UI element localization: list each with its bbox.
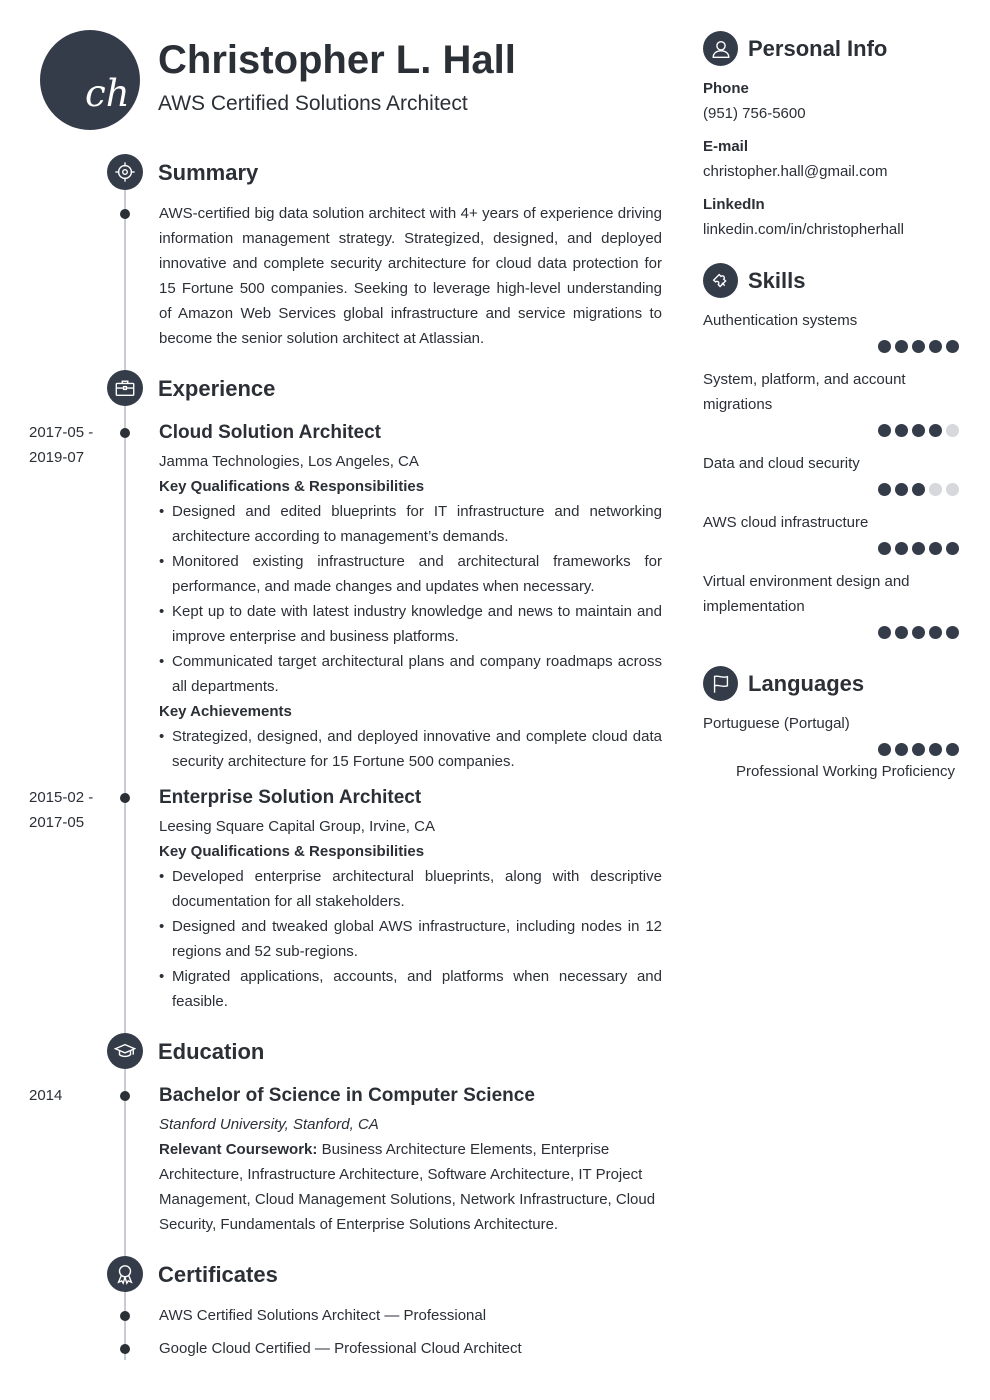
job-company: Leesing Square Capital Group, Irvine, CA <box>159 818 435 835</box>
rating-dot-filled <box>895 542 908 555</box>
skill-rating <box>878 542 959 555</box>
rating-dot-filled <box>929 340 942 353</box>
puzzle-icon <box>703 263 738 298</box>
email-label: E-mail <box>703 138 749 155</box>
language-rating <box>878 743 959 756</box>
rating-dot-filled <box>895 483 908 496</box>
list-item: • Monitored existing infrastructure and architectural frameworks for performance, and made changes and updates when necessary. <box>159 549 662 599</box>
qualifications-heading: Key Qualifications & Responsibilities <box>159 843 425 860</box>
language-proficiency: Professional Working Proficiency <box>736 763 955 780</box>
skill-name: Virtual environment design and implementation <box>703 573 910 615</box>
skill-rating <box>878 483 959 496</box>
job-title: Enterprise Solution Architect <box>159 787 422 808</box>
job-company: Jamma Technologies, Los Angeles, CA <box>159 453 419 470</box>
rating-dot-filled <box>929 743 942 756</box>
language-name: Portuguese (Portugal) <box>703 715 850 732</box>
skill-name: Authentication systems <box>703 312 858 329</box>
rating-dot-filled <box>912 626 925 639</box>
qualifications-heading: Key Qualifications & Responsibilities <box>159 478 425 495</box>
monogram-avatar <box>40 30 140 130</box>
certificate-item: AWS Certified Solutions Architect — Professional <box>159 1307 487 1324</box>
linkedin-label: LinkedIn <box>703 196 765 213</box>
job-entry <box>159 785 662 1014</box>
skill-name: System, platform, and account migrations <box>703 371 906 413</box>
rating-dot-filled <box>878 424 891 437</box>
rating-dot-filled <box>946 626 959 639</box>
list-item: • Designed and edited blueprints for IT infrastructure and networking architecture according to management’s demands. <box>159 499 662 549</box>
linkedin-value: linkedin.com/in/christopherhall <box>703 221 904 238</box>
summary-text: AWS-certified big data solution architect with 4+ years of experience driving information management strategy. Strategized, designed, and deployed innovative and complete security architecture for cloud data protection for 15 Fortune 500 companies. Seeking to leverage high-level understanding of Amazon Web Services global infrastructure and service migrations to become the senior solution architect at Atlassian. <box>159 205 662 347</box>
responsibilities-list <box>159 499 662 699</box>
rating-dot-filled <box>912 743 925 756</box>
timeline-dot <box>120 209 130 219</box>
education-year: 2014 <box>29 1087 63 1104</box>
skills-title: Skills <box>748 268 806 293</box>
timeline-dot <box>120 1344 130 1354</box>
rating-dot-filled <box>895 626 908 639</box>
skill-name: AWS cloud infrastructure <box>703 514 869 531</box>
experience-title: Experience <box>158 376 276 401</box>
rating-dot-filled <box>912 340 925 353</box>
degree-title: Bachelor of Science in Computer Science <box>159 1085 535 1106</box>
timeline-dot <box>120 1311 130 1321</box>
target-icon <box>107 154 143 190</box>
achievements-list <box>159 724 662 774</box>
rating-dot-filled <box>946 542 959 555</box>
rating-dot-empty <box>946 424 959 437</box>
rating-dot-filled <box>912 483 925 496</box>
phone-label: Phone <box>703 80 749 97</box>
graduation-cap-icon <box>107 1033 143 1069</box>
rating-dot-filled <box>895 743 908 756</box>
list-item: • Strategized, designed, and deployed innovative and complete cloud data security architecture for 15 Fortune 500 companies. <box>159 724 662 774</box>
rating-dot-filled <box>912 424 925 437</box>
education-title: Education <box>158 1039 265 1064</box>
timeline-dot <box>120 793 130 803</box>
timeline-dot <box>120 428 130 438</box>
list-item: • Designed and tweaked global AWS infrastructure, including nodes in 12 regions and 52 sub-regions. <box>159 914 662 964</box>
rating-dot-filled <box>895 340 908 353</box>
skill-rating <box>878 340 959 353</box>
responsibilities-list <box>159 864 662 1014</box>
rating-dot-filled <box>878 743 891 756</box>
rating-dot-filled <box>895 424 908 437</box>
monogram-initials: ch <box>85 72 130 115</box>
briefcase-icon <box>107 370 143 406</box>
certificate-item: Google Cloud Certified — Professional Cloud Architect <box>159 1340 522 1357</box>
timeline-line <box>124 185 126 1360</box>
languages-title: Languages <box>748 671 865 696</box>
job-dates: 2015-02 - 2017-05 <box>29 789 94 831</box>
rating-dot-filled <box>912 542 925 555</box>
timeline-dot <box>120 1091 130 1101</box>
coursework-label: Relevant Coursework: <box>159 1141 318 1158</box>
school-name: Stanford University, Stanford, CA <box>159 1116 379 1133</box>
rating-dot-filled <box>929 424 942 437</box>
candidate-headline: AWS Certified Solutions Architect <box>158 92 468 115</box>
coursework <box>159 1137 662 1237</box>
list-item: • Migrated applications, accounts, and platforms when necessary and feasible. <box>159 964 662 1014</box>
rating-dot-empty <box>946 483 959 496</box>
rating-dot-filled <box>929 626 942 639</box>
rating-dot-empty <box>929 483 942 496</box>
summary-title: Summary <box>158 160 259 185</box>
personal-info-title: Personal Info <box>748 36 888 61</box>
candidate-name: Christopher L. Hall <box>158 38 516 82</box>
job-title: Cloud Solution Architect <box>159 422 382 443</box>
award-ribbon-icon <box>107 1256 143 1292</box>
phone-value: (951) 756-5600 <box>703 105 806 122</box>
skill-name: Data and cloud security <box>703 455 860 472</box>
certificates-title: Certificates <box>158 1262 278 1287</box>
rating-dot-filled <box>878 483 891 496</box>
rating-dot-filled <box>878 542 891 555</box>
skill-rating <box>878 626 959 639</box>
list-item: • Developed enterprise architectural blueprints, along with descriptive documentation for all stakeholders. <box>159 864 662 914</box>
rating-dot-filled <box>946 340 959 353</box>
rating-dot-filled <box>878 340 891 353</box>
rating-dot-filled <box>929 542 942 555</box>
list-item: • Kept up to date with latest industry knowledge and news to maintain and improve enterprise and business platforms. <box>159 599 662 649</box>
rating-dot-filled <box>878 626 891 639</box>
skill-rating <box>878 424 959 437</box>
achievements-heading: Key Achievements <box>159 703 292 720</box>
education-entry <box>159 1083 662 1237</box>
coursework-text: Business Architecture Elements, Enterprise Architecture, Infrastructure Architecture, Software Architecture, IT Project Management, Cloud Management Solutions, Network Infrastructure, Cloud Security, Fundamentals of Enterprise Solutions Architecture. <box>159 1141 656 1233</box>
rating-dot-filled <box>946 743 959 756</box>
user-icon <box>703 31 738 66</box>
list-item: • Communicated target architectural plans and company roadmaps across all departments. <box>159 649 662 699</box>
flag-icon <box>703 666 738 701</box>
job-dates: 2017-05 - 2019-07 <box>29 424 94 466</box>
email-value: christopher.hall@gmail.com <box>703 163 888 180</box>
job-entry <box>159 420 662 774</box>
